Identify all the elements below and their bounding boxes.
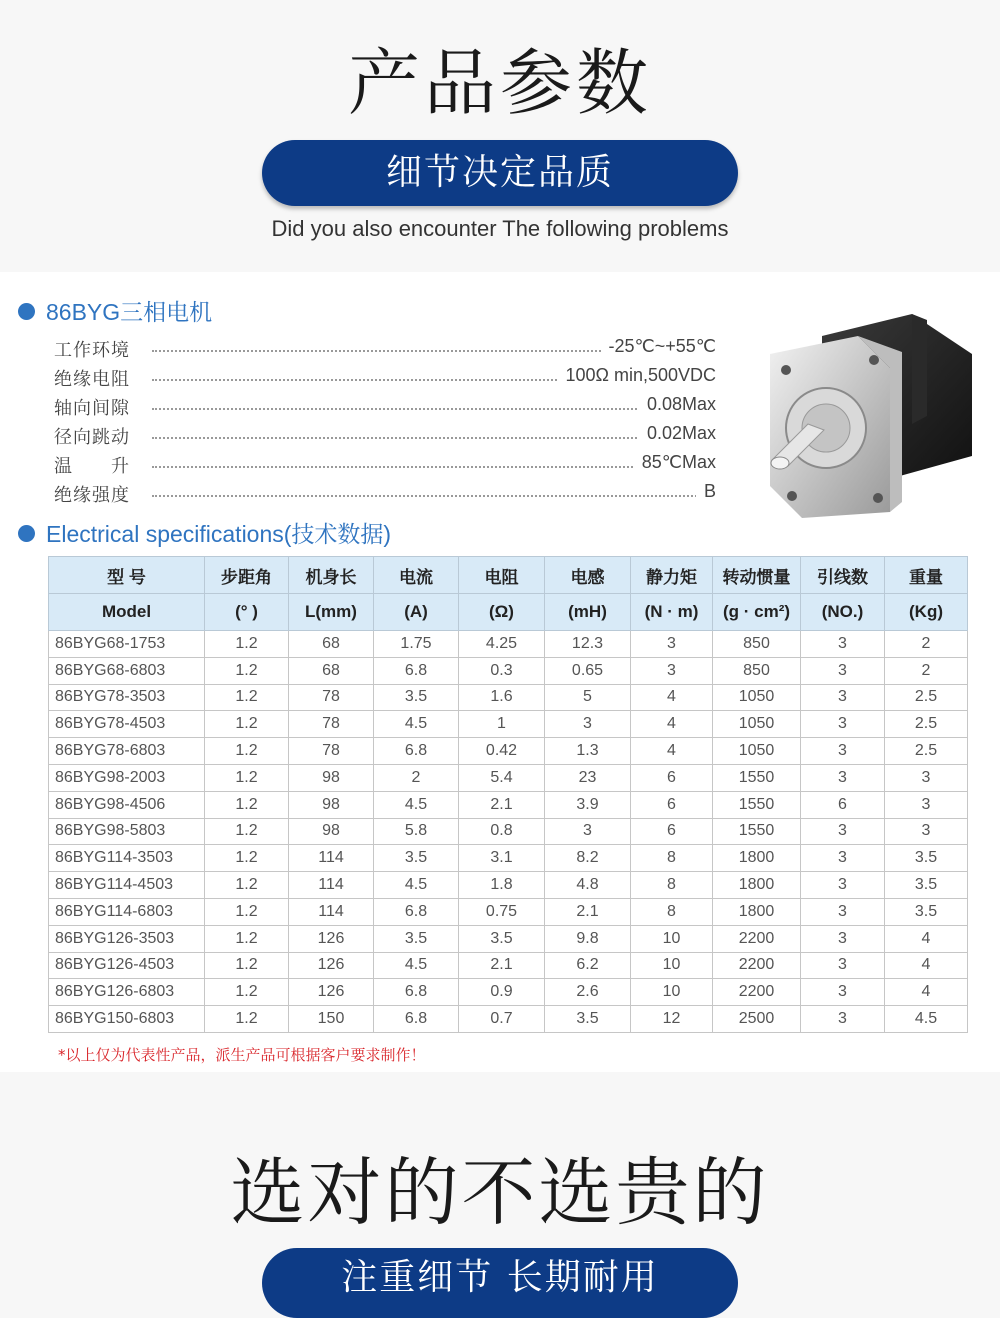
table-cell: 5.4 [459,764,545,791]
table-cell: 3 [631,631,713,658]
table-cell: 1.2 [205,684,289,711]
table-cell: 1 [459,711,545,738]
model-cell: 86BYG78-6803 [49,738,205,765]
column-header-en: (N · m) [631,594,713,631]
model-cell: 86BYG68-1753 [49,631,205,658]
table-cell: 5 [545,684,631,711]
table-cell: 3 [801,952,885,979]
table-cell: 6 [801,791,885,818]
model-cell: 86BYG78-3503 [49,684,205,711]
table-cell: 1.2 [205,872,289,899]
column-header-cn: 电阻 [459,557,545,594]
model-cell: 86BYG78-4503 [49,711,205,738]
table-row [49,684,968,711]
table-cell: 1050 [713,738,801,765]
table-cell: 3 [545,711,631,738]
table-cell: 3 [801,684,885,711]
electrical-heading-text: Electrical specifications(技术数据) [46,521,392,547]
bullet-dot-icon [18,303,35,320]
model-cell: 86BYG114-4503 [49,872,205,899]
table-cell: 1.2 [205,738,289,765]
dotted-leader [152,437,716,439]
model-cell: 86BYG114-3503 [49,845,205,872]
dotted-leader [152,408,716,410]
spec-label: 绝缘电阻 [54,369,130,390]
column-header-cn: 电感 [545,557,631,594]
table-cell: 4.8 [545,872,631,899]
table-cell: 2.5 [885,711,968,738]
table-cell: 1.8 [459,872,545,899]
model-cell: 86BYG126-3503 [49,925,205,952]
table-cell: 6 [631,764,713,791]
table-cell: 3 [885,791,968,818]
table-cell: 1.2 [205,845,289,872]
table-row [49,791,968,818]
table-cell: 12.3 [545,631,631,658]
table-cell: 6.8 [374,738,459,765]
table-cell: 3.5 [374,925,459,952]
table-cell: 6 [631,818,713,845]
spec-row [54,452,716,478]
table-cell: 6.2 [545,952,631,979]
table-cell: 1.2 [205,631,289,658]
table-cell: 68 [289,657,374,684]
table-cell: 1.3 [545,738,631,765]
spec-label: 轴向间隙 [54,398,130,419]
table-cell: 850 [713,631,801,658]
electrical-heading [18,518,391,550]
table-cell: 10 [631,979,713,1006]
dotted-leader [152,495,716,497]
table-cell: 0.65 [545,657,631,684]
table-cell: 4 [631,684,713,711]
column-header-cn: 电流 [374,557,459,594]
table-cell: 2.1 [459,952,545,979]
table-cell: 2.5 [885,738,968,765]
column-header-en: (Kg) [885,594,968,631]
table-body [49,631,968,1033]
table-cell: 2200 [713,952,801,979]
table-cell: 6.8 [374,979,459,1006]
table-row [49,764,968,791]
table-cell: 3 [885,818,968,845]
table-cell: 3 [801,925,885,952]
table-cell: 4 [885,925,968,952]
column-header-en: (° ) [205,594,289,631]
table-cell: 2200 [713,925,801,952]
table-cell: 1800 [713,898,801,925]
table-cell: 3 [801,872,885,899]
table-cell: 3 [801,738,885,765]
table-cell: 2.6 [545,979,631,1006]
table-header-en [49,594,968,631]
stepper-motor-icon [762,306,977,521]
table-cell: 3 [545,818,631,845]
model-cell: 86BYG98-2003 [49,764,205,791]
table-cell: 4.25 [459,631,545,658]
table-cell: 3 [801,711,885,738]
table-cell: 1.2 [205,898,289,925]
spec-row [54,365,716,391]
table-cell: 2 [374,764,459,791]
table-cell: 1.2 [205,952,289,979]
spec-row [54,394,716,420]
table-row [49,898,968,925]
table-cell: 3 [801,657,885,684]
section-title: 选对的不选贵的 [230,1150,770,1236]
column-header-en: (mH) [545,594,631,631]
table-cell: 3.9 [545,791,631,818]
column-header-en: (Ω) [459,594,545,631]
table-cell: 0.9 [459,979,545,1006]
title-banner: 细节决定品质 [262,140,738,206]
table-cell: 8.2 [545,845,631,872]
table-cell: 3 [801,845,885,872]
table-cell: 78 [289,711,374,738]
page-title: 产品参数 [347,41,652,125]
table-cell: 3 [801,898,885,925]
motor-heading-text: 86BYG三相电机 [46,299,213,325]
table-row [49,657,968,684]
table-cell: 1.6 [459,684,545,711]
table-cell: 2 [885,631,968,658]
table-cell: 4 [885,979,968,1006]
footnote: *以上仅为代表性产品，派生产品可根据客户要求制作！ [58,1046,426,1064]
table-cell: 4 [885,952,968,979]
table-cell: 8 [631,898,713,925]
table-cell: 3.5 [885,845,968,872]
spec-label: 温 升 [54,456,130,477]
table-cell: 114 [289,898,374,925]
spec-value: 85℃Max [634,452,716,473]
table-cell: 10 [631,925,713,952]
table-cell: 4.5 [374,711,459,738]
table-cell: 1.2 [205,1006,289,1033]
column-header-cn: 步距角 [205,557,289,594]
table-row [49,845,968,872]
model-cell: 86BYG126-4503 [49,952,205,979]
table-cell: 2.1 [545,898,631,925]
column-header-en: L(mm) [289,594,374,631]
spec-row [54,336,716,362]
table-cell: 1800 [713,845,801,872]
table-row [49,979,968,1006]
header-section [0,0,1000,270]
table-cell: 1050 [713,711,801,738]
table-cell: 12 [631,1006,713,1033]
table-cell: 1550 [713,818,801,845]
table-cell: 0.75 [459,898,545,925]
table-cell: 3.1 [459,845,545,872]
table-cell: 1.2 [205,979,289,1006]
table-cell: 1.2 [205,711,289,738]
table-cell: 3 [801,979,885,1006]
table-cell: 1800 [713,872,801,899]
table-cell: 1550 [713,791,801,818]
section-banner: 注重细节 长期耐用 [262,1248,738,1318]
table-cell: 23 [545,764,631,791]
table-cell: 114 [289,845,374,872]
table-cell: 8 [631,845,713,872]
table-cell: 3.5 [885,872,968,899]
model-cell: 86BYG150-6803 [49,1006,205,1033]
column-header-en: (g · cm²) [713,594,801,631]
spec-value: B [696,481,716,502]
table-cell: 1.2 [205,764,289,791]
table-cell: 78 [289,684,374,711]
model-cell: 86BYG126-6803 [49,979,205,1006]
spec-row [54,423,716,449]
table-cell: 98 [289,764,374,791]
table-cell: 4 [631,711,713,738]
table-cell: 98 [289,791,374,818]
table-cell: 0.3 [459,657,545,684]
table-cell: 3 [801,764,885,791]
table-cell: 9.8 [545,925,631,952]
table-cell: 1550 [713,764,801,791]
spec-table [48,556,968,1033]
table-cell: 3 [801,631,885,658]
table-row [49,631,968,658]
spec-row [54,481,716,507]
table-cell: 3.5 [459,925,545,952]
table-cell: 2 [885,657,968,684]
table-cell: 10 [631,952,713,979]
column-header-en: (NO.) [801,594,885,631]
spec-value: -25℃~+55℃ [601,336,717,357]
spec-label: 绝缘强度 [54,485,130,506]
column-header-cn: 转动惯量 [713,557,801,594]
table-cell: 114 [289,872,374,899]
table-cell: 850 [713,657,801,684]
model-cell: 86BYG98-4506 [49,791,205,818]
table-cell: 3 [885,764,968,791]
table-cell: 6.8 [374,898,459,925]
column-header-cn: 机身长 [289,557,374,594]
table-cell: 3.5 [885,898,968,925]
table-cell: 4 [631,738,713,765]
table-cell: 0.7 [459,1006,545,1033]
table-header-cn [49,557,968,594]
column-header-en: Model [49,594,205,631]
spec-label: 工作环境 [54,340,130,361]
spec-value: 0.02Max [639,423,716,444]
column-header-en: (A) [374,594,459,631]
model-cell: 86BYG98-5803 [49,818,205,845]
table-cell: 6.8 [374,1006,459,1033]
column-header-cn: 重量 [885,557,968,594]
table-row [49,818,968,845]
table-cell: 8 [631,872,713,899]
table-cell: 6.8 [374,657,459,684]
column-header-cn: 型 号 [49,557,205,594]
model-cell: 86BYG114-6803 [49,898,205,925]
table-cell: 3.5 [374,684,459,711]
spec-value: 0.08Max [639,394,716,415]
table-cell: 126 [289,979,374,1006]
model-cell: 86BYG68-6803 [49,657,205,684]
table-cell: 3 [631,657,713,684]
table-cell: 0.42 [459,738,545,765]
table-cell: 3 [801,818,885,845]
table-cell: 4.5 [374,952,459,979]
table-cell: 150 [289,1006,374,1033]
table-cell: 1.2 [205,791,289,818]
table-cell: 2.5 [885,684,968,711]
table-cell: 78 [289,738,374,765]
table-cell: 6 [631,791,713,818]
spec-label: 径向跳动 [54,427,130,448]
table-cell: 4.5 [374,872,459,899]
page-subtitle: Did you also encounter The following problems [271,216,729,241]
table-cell: 5.8 [374,818,459,845]
table-cell: 1.75 [374,631,459,658]
table-cell: 1050 [713,684,801,711]
table-cell: 3.5 [374,845,459,872]
table-cell: 1.2 [205,818,289,845]
table-cell: 1.2 [205,657,289,684]
table-row [49,925,968,952]
column-header-cn: 静力矩 [631,557,713,594]
table-row [49,872,968,899]
table-cell: 3 [801,1006,885,1033]
table-cell: 4.5 [885,1006,968,1033]
motor-heading [18,296,212,328]
table-cell: 2200 [713,979,801,1006]
table-cell: 0.8 [459,818,545,845]
column-header-cn: 引线数 [801,557,885,594]
table-row [49,711,968,738]
table-cell: 3.5 [545,1006,631,1033]
table-cell: 2.1 [459,791,545,818]
table-cell: 68 [289,631,374,658]
table-cell: 4.5 [374,791,459,818]
bullet-dot-icon [18,525,35,542]
table-cell: 126 [289,925,374,952]
table-cell: 126 [289,952,374,979]
table-cell: 1.2 [205,925,289,952]
table-row [49,952,968,979]
spec-value: 100Ω min,500VDC [557,365,716,386]
table-row [49,738,968,765]
table-cell: 98 [289,818,374,845]
table-cell: 2500 [713,1006,801,1033]
table-row [49,1006,968,1033]
dotted-leader [152,466,716,468]
